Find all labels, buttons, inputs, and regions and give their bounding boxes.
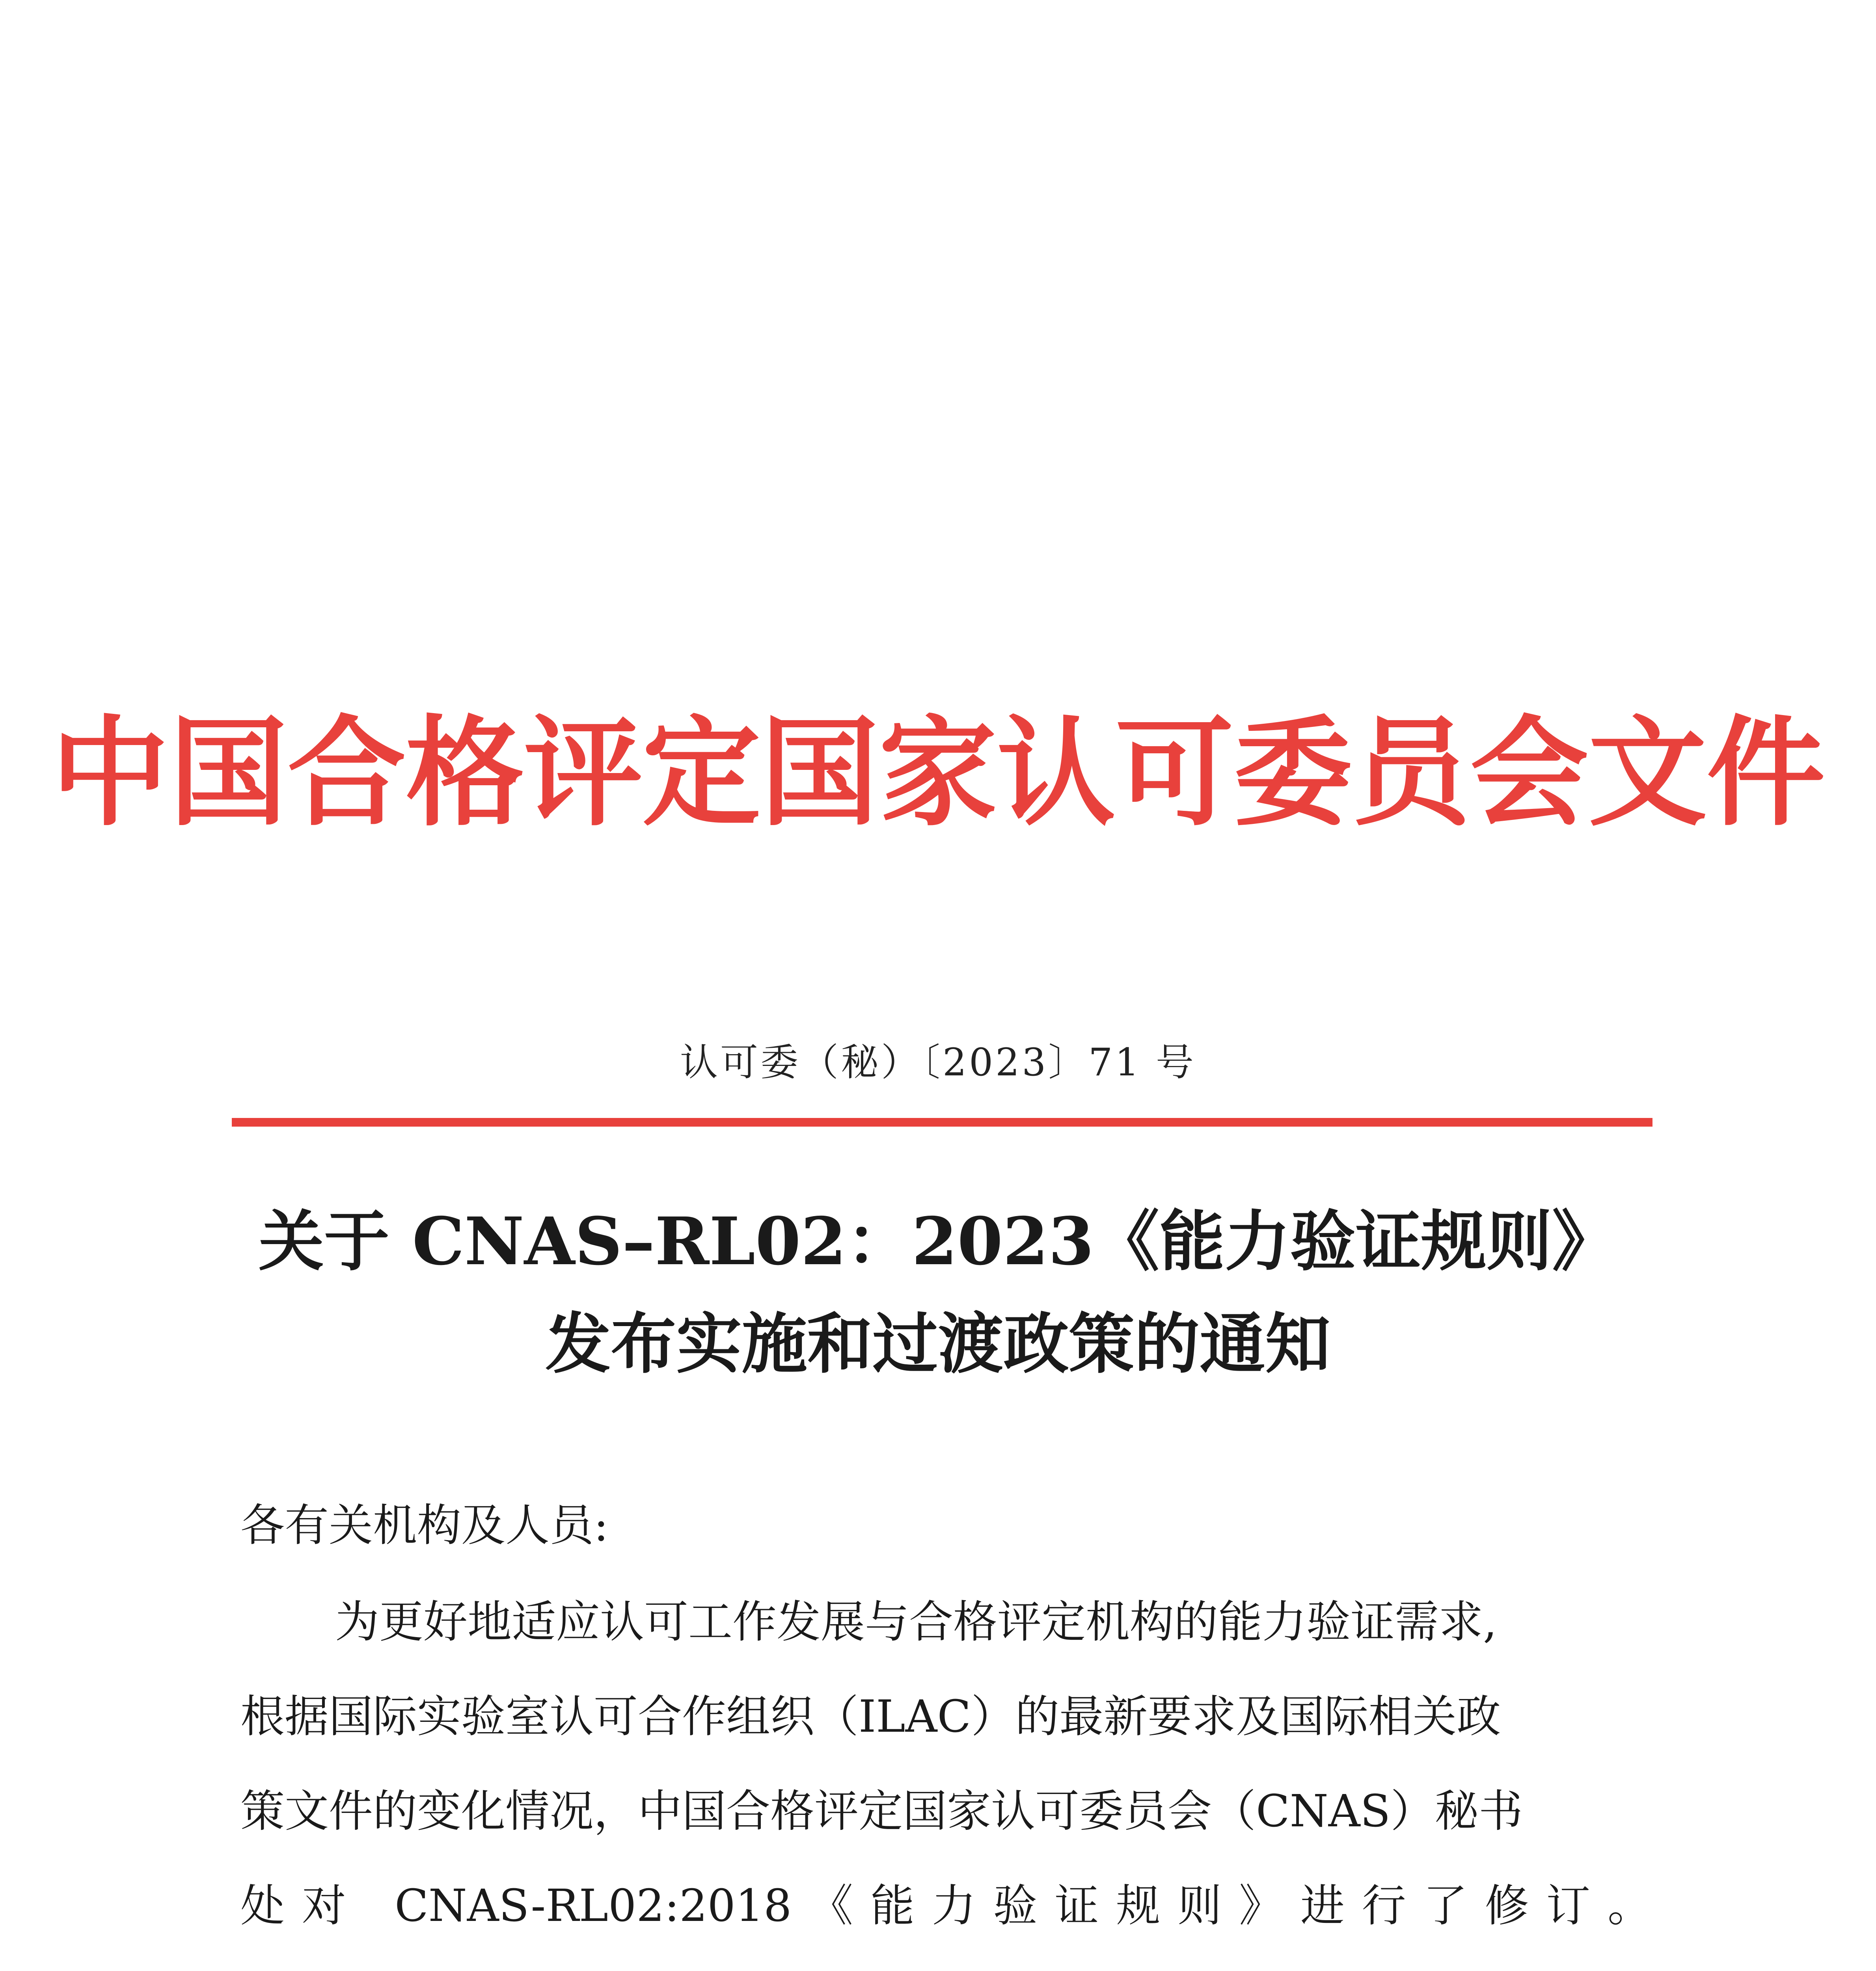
notice-title-line-1: 关于 CNAS–RL02：2023《能力验证规则》 [258,1203,1617,1280]
body-line-2: 根据国际实验室认可合作组织（ILAC）的最新要求及国际相关政 [240,1691,1501,1742]
body-line-1: 为更好地适应认可工作发展与合格评定机构的能力验证需求, [335,1597,1497,1648]
body-line-3: 策文件的变化情况，中国合格评定国家认可委员会（CNAS）秘书 [240,1786,1523,1837]
document-number: 认可委（秘）〔2023〕71 号 [680,1040,1196,1084]
masthead-title: 中国合格评定国家认可委员会文件 [51,703,1825,842]
body-line-5 [240,1969,1652,1971]
notice-title-line-2: 发布实施和过渡政策的通知 [545,1306,1331,1382]
body-line-4: 处对 CNAS-RL02:2018《能力验证规则》进行了修订。 [240,1880,1652,1932]
red-divider-line [232,1118,1652,1127]
salutation: 各有关机构及人员: [240,1500,609,1551]
